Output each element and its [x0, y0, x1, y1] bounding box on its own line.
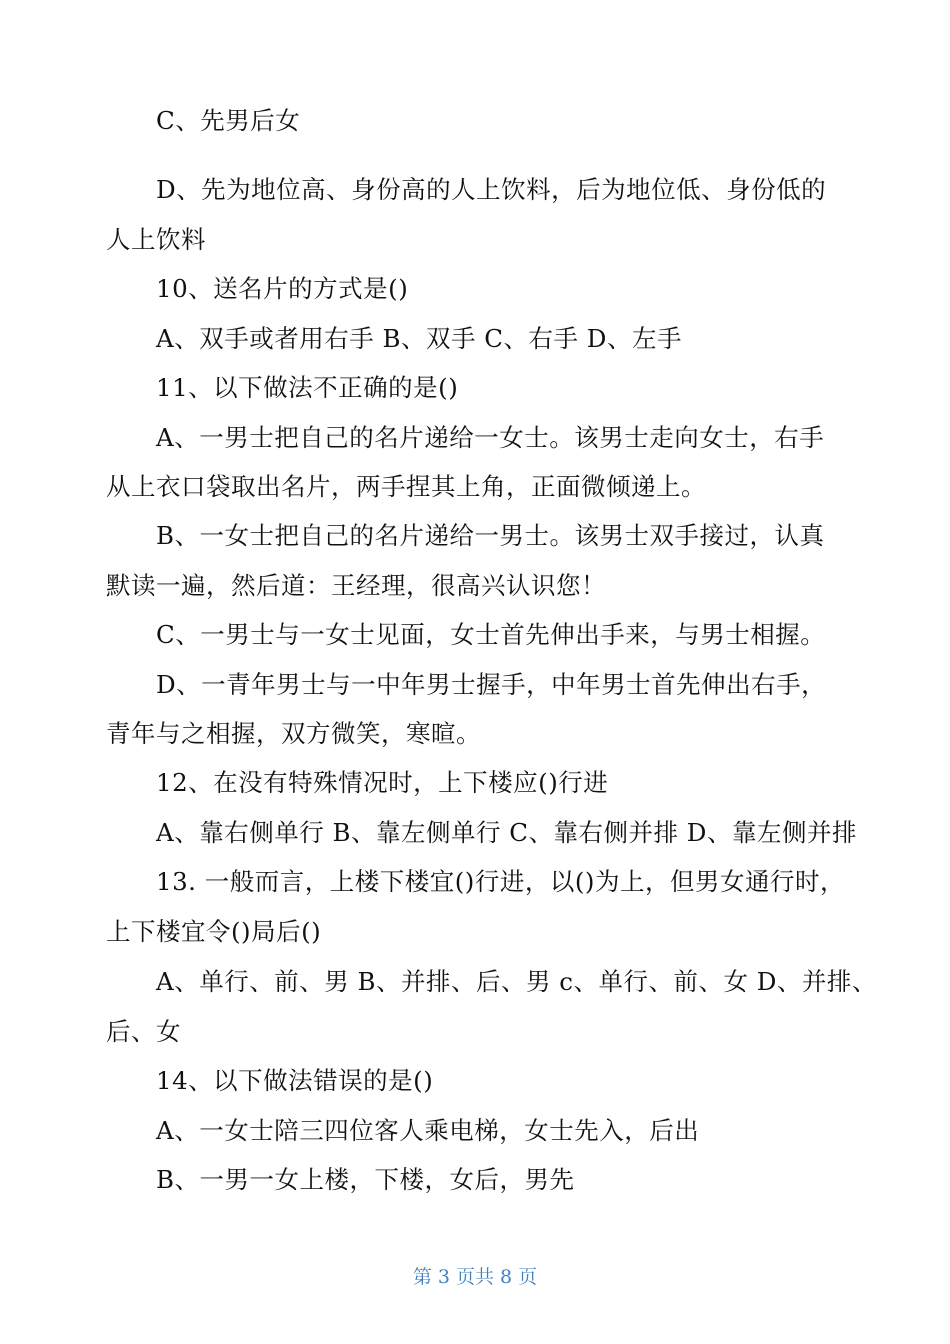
- option-b-q11: B、一女士把自己的名片递给一男士。该男士双手接过，认真: [156, 521, 825, 550]
- question-13: 13. 一般而言，上楼下楼宜()行进，以()为上，但男女通行时，: [156, 867, 845, 896]
- options-q10: A、双手或者用右手 B、双手 C、右手 D、左手: [156, 324, 682, 353]
- option-b-q11-cont: 默读一遍，然后道：王经理，很高兴认识您！: [106, 571, 606, 600]
- question-12: 12、在没有特殊情况时，上下楼应()行进: [156, 768, 609, 797]
- options-q12: A、靠右侧单行 B、靠左侧单行 C、靠右侧并排 D、靠左侧并排: [156, 818, 857, 847]
- option-d-q9: D、先为地位高、身份高的人上饮料，后为地位低、身份低的: [156, 175, 827, 204]
- option-d-q11: D、一青年男士与一中年男士握手，中年男士首先伸出右手，: [156, 670, 827, 699]
- option-a-q11: A、一男士把自己的名片递给一女士。该男士走向女士，右手: [156, 423, 825, 452]
- question-11: 11、以下做法不正确的是(): [156, 373, 459, 402]
- page-number-footer: 第 3 页共 8 页: [412, 1266, 538, 1288]
- option-b-q14: B、一男一女上楼，下楼，女后，男先: [156, 1165, 575, 1194]
- option-a-q14: A、一女士陪三四位客人乘电梯，女士先入，后出: [156, 1116, 700, 1145]
- option-d-q9-cont: 人上饮料: [106, 225, 206, 254]
- option-d-q11-cont: 青年与之相握，双方微笑，寒暄。: [106, 719, 481, 748]
- option-c-q9: C、先男后女: [156, 106, 301, 135]
- question-10: 10、送名片的方式是(): [156, 274, 409, 303]
- option-a-q11-cont: 从上衣口袋取出名片，两手捏其上角，正面微倾递上。: [106, 472, 706, 501]
- question-13-cont: 上下楼宜令()局后(): [106, 917, 322, 946]
- question-14: 14、以下做法错误的是(): [156, 1066, 434, 1095]
- options-q13-cont: 后、女: [106, 1017, 181, 1046]
- options-q13: A、单行、前、男 B、并排、后、男 c、单行、前、女 D、并排、: [156, 967, 877, 996]
- option-c-q11: C、一男士与一女士见面，女士首先伸出手来，与男士相握。: [156, 620, 826, 649]
